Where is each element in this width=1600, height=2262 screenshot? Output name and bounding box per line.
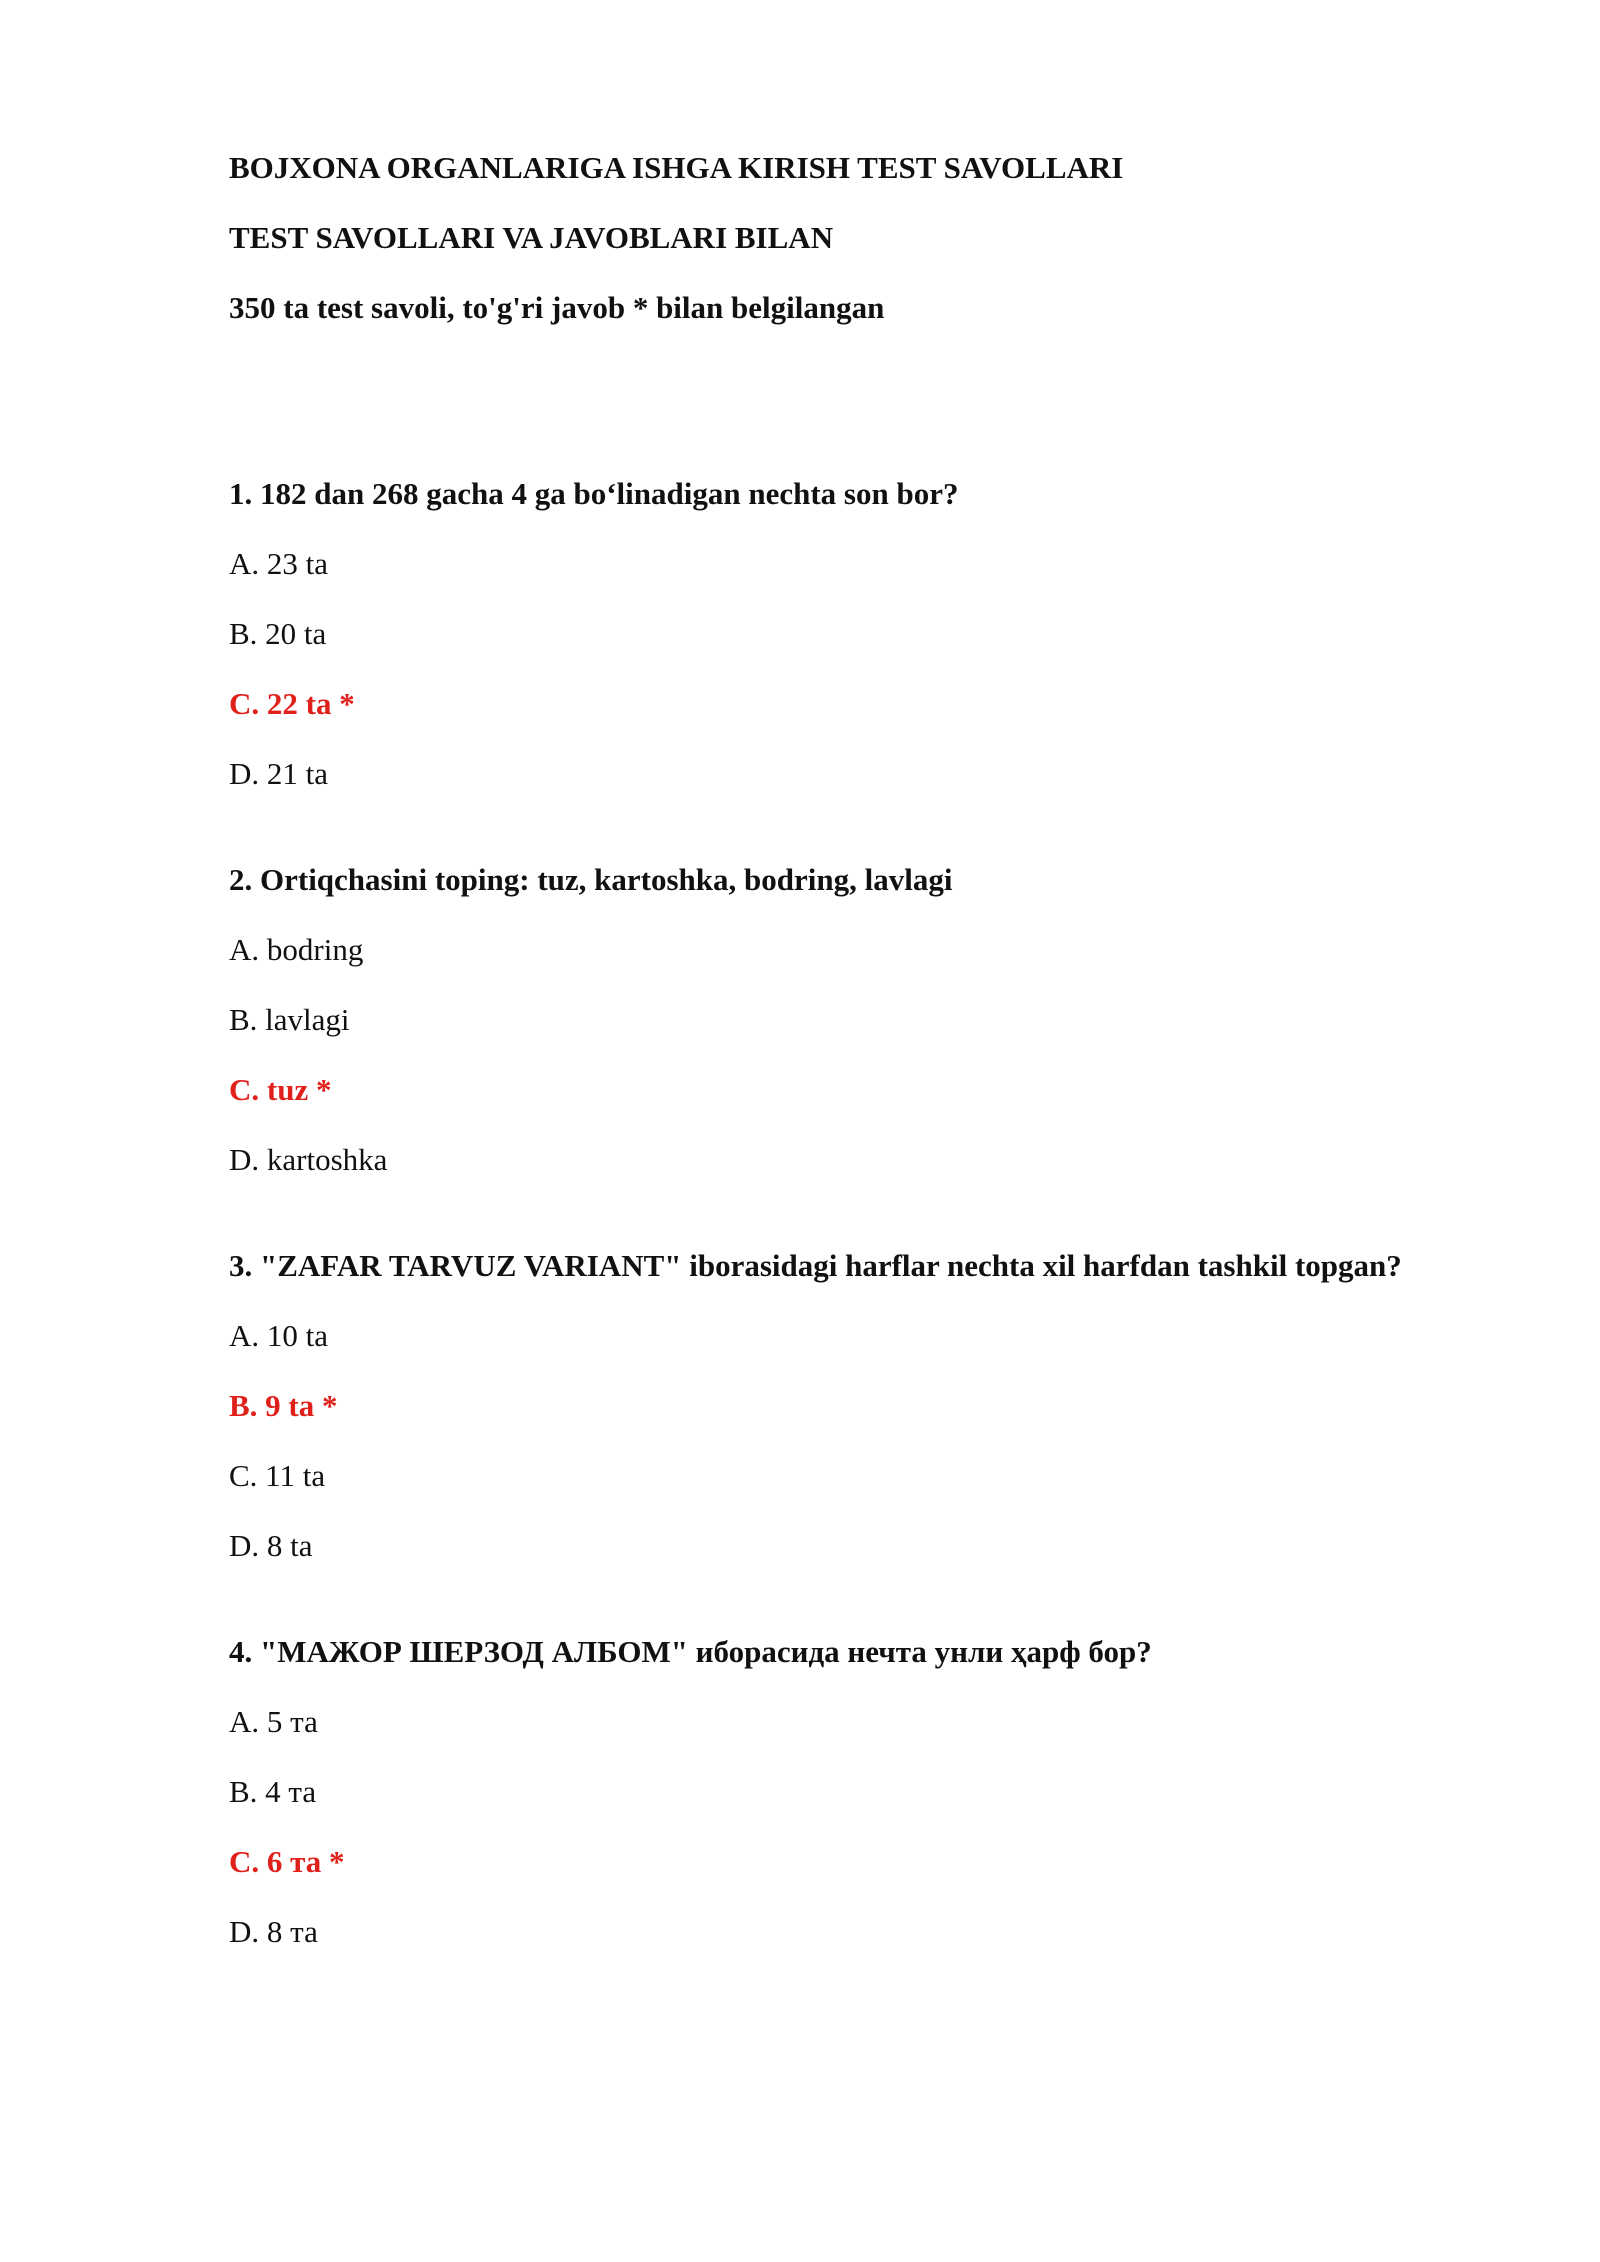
answer-option: B. 4 та <box>229 1774 317 1809</box>
correct-answer-option: C. 6 та * <box>229 1844 345 1879</box>
answer-option: D. 21 ta <box>229 756 329 791</box>
document-content <box>229 150 1529 2020</box>
document-title: BOJXONA ORGANLARIGA ISHGA KIRISH TEST SAVOLLARI <box>229 150 1124 185</box>
answer-option: A. 5 та <box>229 1704 318 1739</box>
correct-answer-option: C. tuz * <box>229 1072 332 1107</box>
answer-option: A. bodring <box>229 932 364 967</box>
question-2 <box>229 862 1529 1178</box>
question-list <box>229 476 1529 1950</box>
question-text: 3. "ZAFAR TARVUZ VARIANT" iborasidagi harflar nechta xil harfdan tashkil topgan? <box>229 1248 1402 1283</box>
document-note: 350 ta test savoli, to'g'ri javob * bilan belgilangan <box>229 290 885 325</box>
question-text: 1. 182 dan 268 gacha 4 ga bo‘linadigan nechta son bor? <box>229 476 959 511</box>
answer-option: D. 8 та <box>229 1914 318 1949</box>
document-subtitle: TEST SAVOLLARI VA JAVOBLARI BILAN <box>229 220 834 255</box>
answer-option: B. lavlagi <box>229 1002 350 1037</box>
correct-answer-option: C. 22 ta * <box>229 686 355 721</box>
answer-option: C. 11 ta <box>229 1458 326 1493</box>
answer-option: A. 23 ta <box>229 546 329 581</box>
question-text: 2. Ortiqchasini toping: tuz, kartoshka, bodring, lavlagi <box>229 862 953 897</box>
question-1 <box>229 476 1529 792</box>
question-3 <box>229 1248 1529 1564</box>
answer-option: B. 20 ta <box>229 616 327 651</box>
answer-option: D. kartoshka <box>229 1142 388 1177</box>
answer-option: D. 8 ta <box>229 1528 313 1563</box>
correct-answer-option: B. 9 ta * <box>229 1388 338 1423</box>
question-text: 4. "МАЖОР ШЕРЗОД АЛБОМ" иборасида нечта унли ҳарф бор? <box>229 1634 1152 1669</box>
answer-option: A. 10 ta <box>229 1318 329 1353</box>
question-4 <box>229 1634 1529 1950</box>
